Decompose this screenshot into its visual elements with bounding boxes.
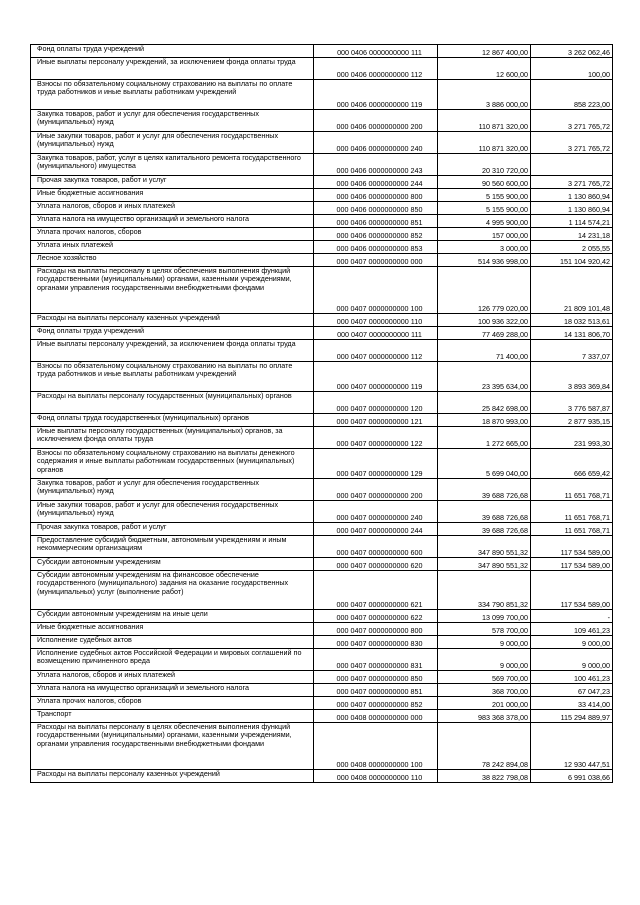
row-code: 000 0407 0000000000 620 <box>314 558 438 571</box>
row-code: 000 0406 0000000000 853 <box>314 241 438 254</box>
row-code: 000 0407 0000000000 830 <box>314 636 438 649</box>
row-executed-amount: 3 262 062,46 <box>531 45 613 58</box>
row-name: Транспорт <box>31 710 314 723</box>
row-name: Уплата иных платежей <box>31 241 314 254</box>
row-approved-amount: 78 242 894,08 <box>438 723 531 770</box>
row-code: 000 0407 0000000000 240 <box>314 501 438 523</box>
row-code: 000 0407 0000000000 119 <box>314 362 438 392</box>
row-name: Субсидии автономным учреждениям на иные цели <box>31 610 314 623</box>
row-approved-amount: 569 700,00 <box>438 671 531 684</box>
row-name: Фонд оплаты труда учреждений <box>31 45 314 58</box>
row-executed-amount: 1 130 860,94 <box>531 202 613 215</box>
row-code: 000 0407 0000000000 622 <box>314 610 438 623</box>
row-code: 000 0407 0000000000 852 <box>314 697 438 710</box>
row-executed-amount: 2 877 935,15 <box>531 414 613 427</box>
row-executed-amount: 100,00 <box>531 58 613 80</box>
row-approved-amount: 5 155 900,00 <box>438 189 531 202</box>
row-name: Лесное хозяйство <box>31 254 314 267</box>
table-row <box>31 649 613 671</box>
row-name: Предоставление субсидий бюджетным, автономным учреждениям и иным некоммерческим организациям <box>31 536 314 558</box>
row-approved-amount: 90 560 600,00 <box>438 176 531 189</box>
row-code: 000 0407 0000000000 111 <box>314 327 438 340</box>
row-executed-amount: 666 659,42 <box>531 449 613 479</box>
row-name: Иные выплаты персоналу учреждений, за исключением фонда оплаты труда <box>31 58 314 80</box>
row-name: Расходы на выплаты персоналу государственных (муниципальных) органов <box>31 392 314 414</box>
row-name: Взносы по обязательному социальному страхованию на выплаты денежного содержания и иные выплаты работникам государственных (муниципальных) органов <box>31 449 314 479</box>
table-row <box>31 189 613 202</box>
row-executed-amount: 2 055,55 <box>531 241 613 254</box>
row-approved-amount: 5 699 040,00 <box>438 449 531 479</box>
table-row <box>31 610 613 623</box>
row-executed-amount: 1 130 860,94 <box>531 189 613 202</box>
budget-table-page <box>30 44 612 783</box>
row-approved-amount: 38 822 798,08 <box>438 770 531 783</box>
row-code: 000 0407 0000000000 200 <box>314 479 438 501</box>
row-name: Взносы по обязательному социальному страхованию на выплаты по оплате труда работников и иные выплаты работникам учреждений <box>31 362 314 392</box>
row-executed-amount: 9 000,00 <box>531 649 613 671</box>
table-row <box>31 215 613 228</box>
row-code: 000 0407 0000000000 244 <box>314 523 438 536</box>
table-row <box>31 58 613 80</box>
row-code: 000 0406 0000000000 240 <box>314 132 438 154</box>
row-code: 000 0407 0000000000 850 <box>314 671 438 684</box>
row-executed-amount: 3 893 369,84 <box>531 362 613 392</box>
row-code: 000 0406 0000000000 243 <box>314 154 438 176</box>
table-row <box>31 202 613 215</box>
row-approved-amount: 100 936 322,00 <box>438 314 531 327</box>
table-row <box>31 479 613 501</box>
row-approved-amount: 9 000,00 <box>438 636 531 649</box>
row-name: Расходы на выплаты персоналу в целях обеспечения выполнения функций государственными (муниципальными) органами, казенными учреждениями, органами управления государственными внебюджетными фондами <box>31 267 314 314</box>
row-code: 000 0408 0000000000 100 <box>314 723 438 770</box>
row-executed-amount: 21 809 101,48 <box>531 267 613 314</box>
row-name: Фонд оплаты труда учреждений <box>31 327 314 340</box>
row-code: 000 0407 0000000000 129 <box>314 449 438 479</box>
row-code: 000 0406 0000000000 800 <box>314 189 438 202</box>
table-row <box>31 723 613 770</box>
row-name: Уплата прочих налогов, сборов <box>31 697 314 710</box>
row-code: 000 0407 0000000000 831 <box>314 649 438 671</box>
table-row <box>31 449 613 479</box>
table-row <box>31 228 613 241</box>
table-row <box>31 770 613 783</box>
table-row <box>31 267 613 314</box>
row-approved-amount: 201 000,00 <box>438 697 531 710</box>
row-name: Уплата прочих налогов, сборов <box>31 228 314 241</box>
table-row <box>31 414 613 427</box>
row-approved-amount: 368 700,00 <box>438 684 531 697</box>
row-approved-amount: 39 688 726,68 <box>438 479 531 501</box>
row-approved-amount: 12 600,00 <box>438 58 531 80</box>
row-code: 000 0407 0000000000 851 <box>314 684 438 697</box>
row-code: 000 0406 0000000000 119 <box>314 80 438 110</box>
row-executed-amount: 109 461,23 <box>531 623 613 636</box>
table-row <box>31 132 613 154</box>
row-name: Уплата налогов, сборов и иных платежей <box>31 671 314 684</box>
row-approved-amount: 25 842 698,00 <box>438 392 531 414</box>
table-row <box>31 571 613 610</box>
table-row <box>31 636 613 649</box>
row-code: 000 0408 0000000000 110 <box>314 770 438 783</box>
row-executed-amount: 9 000,00 <box>531 636 613 649</box>
table-row <box>31 558 613 571</box>
row-approved-amount: 157 000,00 <box>438 228 531 241</box>
row-code: 000 0407 0000000000 621 <box>314 571 438 610</box>
row-approved-amount: 18 870 993,00 <box>438 414 531 427</box>
row-executed-amount: 11 651 768,71 <box>531 501 613 523</box>
row-name: Закупка товаров, работ, услуг в целях капитального ремонта государственного (муниципального) имущества <box>31 154 314 176</box>
row-code: 000 0407 0000000000 110 <box>314 314 438 327</box>
row-approved-amount: 12 867 400,00 <box>438 45 531 58</box>
row-code: 000 0407 0000000000 122 <box>314 427 438 449</box>
row-name: Иные бюджетные ассигнования <box>31 623 314 636</box>
row-approved-amount: 4 995 900,00 <box>438 215 531 228</box>
row-name: Исполнение судебных актов <box>31 636 314 649</box>
row-executed-amount: 117 534 589,00 <box>531 536 613 558</box>
table-row <box>31 697 613 710</box>
row-code: 000 0407 0000000000 000 <box>314 254 438 267</box>
table-row <box>31 327 613 340</box>
row-executed-amount: 3 271 765,72 <box>531 110 613 132</box>
table-row <box>31 671 613 684</box>
row-name: Закупка товаров, работ и услуг для обеспечения государственных (муниципальных) нужд <box>31 110 314 132</box>
row-approved-amount: 3 886 000,00 <box>438 80 531 110</box>
row-approved-amount: 126 779 020,00 <box>438 267 531 314</box>
row-code: 000 0408 0000000000 000 <box>314 710 438 723</box>
row-executed-amount: 33 414,00 <box>531 697 613 710</box>
row-approved-amount: 110 871 320,00 <box>438 110 531 132</box>
row-name: Уплата налога на имущество организаций и земельного налога <box>31 684 314 697</box>
row-name: Расходы на выплаты персоналу казенных учреждений <box>31 770 314 783</box>
row-name: Субсидии автономным учреждениям на финансовое обеспечение государственного (муниципального) задания на оказание государственных (муниципальных) услуг (выполнение работ) <box>31 571 314 610</box>
row-name: Взносы по обязательному социальному страхованию на выплаты по оплате труда работников и иные выплаты работникам учреждений <box>31 80 314 110</box>
row-name: Прочая закупка товаров, работ и услуг <box>31 176 314 189</box>
row-executed-amount: 151 104 920,42 <box>531 254 613 267</box>
row-approved-amount: 9 000,00 <box>438 649 531 671</box>
row-approved-amount: 23 395 634,00 <box>438 362 531 392</box>
row-code: 000 0406 0000000000 852 <box>314 228 438 241</box>
table-row <box>31 154 613 176</box>
row-executed-amount: 7 337,07 <box>531 340 613 362</box>
row-executed-amount: 117 534 589,00 <box>531 558 613 571</box>
row-executed-amount: 6 991 038,66 <box>531 770 613 783</box>
row-approved-amount: 347 890 551,32 <box>438 536 531 558</box>
row-code: 000 0407 0000000000 600 <box>314 536 438 558</box>
table-row <box>31 427 613 449</box>
row-code: 000 0406 0000000000 111 <box>314 45 438 58</box>
row-approved-amount: 39 688 726,68 <box>438 501 531 523</box>
table-row <box>31 340 613 362</box>
table-row <box>31 392 613 414</box>
row-approved-amount: 514 936 998,00 <box>438 254 531 267</box>
row-name: Иные закупки товаров, работ и услуг для обеспечения государственных (муниципальных) нужд <box>31 501 314 523</box>
row-code: 000 0406 0000000000 850 <box>314 202 438 215</box>
row-approved-amount: 3 000,00 <box>438 241 531 254</box>
row-executed-amount: 18 032 513,61 <box>531 314 613 327</box>
row-executed-amount: 14 131 806,70 <box>531 327 613 340</box>
row-name: Расходы на выплаты персоналу казенных учреждений <box>31 314 314 327</box>
row-executed-amount: - <box>531 610 613 623</box>
table-row <box>31 241 613 254</box>
table-row <box>31 523 613 536</box>
row-executed-amount: 3 776 587,87 <box>531 392 613 414</box>
row-name: Субсидии автономным учреждениям <box>31 558 314 571</box>
row-name: Уплата налога на имущество организаций и земельного налога <box>31 215 314 228</box>
table-row <box>31 536 613 558</box>
row-code: 000 0407 0000000000 112 <box>314 340 438 362</box>
row-name: Прочая закупка товаров, работ и услуг <box>31 523 314 536</box>
row-executed-amount: 3 271 765,72 <box>531 132 613 154</box>
row-executed-amount: 14 231,18 <box>531 228 613 241</box>
table-row <box>31 176 613 189</box>
row-executed-amount: 67 047,23 <box>531 684 613 697</box>
budget-table-body <box>31 45 613 783</box>
row-executed-amount <box>531 154 613 176</box>
row-approved-amount: 20 310 720,00 <box>438 154 531 176</box>
row-executed-amount: 11 651 768,71 <box>531 523 613 536</box>
table-row <box>31 710 613 723</box>
row-name: Иные закупки товаров, работ и услуг для обеспечения государственных (муниципальных) нужд <box>31 132 314 154</box>
row-approved-amount: 5 155 900,00 <box>438 202 531 215</box>
table-row <box>31 362 613 392</box>
row-name: Иные выплаты персоналу государственных (муниципальных) органов, за исключением фонда оплаты труда <box>31 427 314 449</box>
row-name: Иные выплаты персоналу учреждений, за исключением фонда оплаты труда <box>31 340 314 362</box>
row-approved-amount: 1 272 665,00 <box>438 427 531 449</box>
row-executed-amount: 3 271 765,72 <box>531 176 613 189</box>
row-executed-amount: 231 993,30 <box>531 427 613 449</box>
row-name: Фонд оплаты труда государственных (муниципальных) органов <box>31 414 314 427</box>
row-executed-amount: 11 651 768,71 <box>531 479 613 501</box>
row-code: 000 0406 0000000000 851 <box>314 215 438 228</box>
row-code: 000 0406 0000000000 112 <box>314 58 438 80</box>
row-approved-amount: 77 469 288,00 <box>438 327 531 340</box>
row-executed-amount: 858 223,00 <box>531 80 613 110</box>
row-approved-amount: 347 890 551,32 <box>438 558 531 571</box>
row-approved-amount: 13 099 700,00 <box>438 610 531 623</box>
table-row <box>31 684 613 697</box>
row-executed-amount: 1 114 574,21 <box>531 215 613 228</box>
table-row <box>31 623 613 636</box>
row-code: 000 0406 0000000000 244 <box>314 176 438 189</box>
row-name: Расходы на выплаты персоналу в целях обеспечения выполнения функций государственными (муниципальными) органами, казенными учреждениями, органами управления государственными внебюджетными фондами <box>31 723 314 770</box>
row-code: 000 0406 0000000000 200 <box>314 110 438 132</box>
budget-table <box>30 44 613 783</box>
row-name: Исполнение судебных актов Российской Федерации и мировых соглашений по возмещению причиненного вреда <box>31 649 314 671</box>
row-approved-amount: 110 871 320,00 <box>438 132 531 154</box>
row-approved-amount: 39 688 726,68 <box>438 523 531 536</box>
row-code: 000 0407 0000000000 121 <box>314 414 438 427</box>
row-approved-amount: 71 400,00 <box>438 340 531 362</box>
table-row <box>31 501 613 523</box>
row-approved-amount: 334 790 851,32 <box>438 571 531 610</box>
row-executed-amount: 115 294 889,97 <box>531 710 613 723</box>
row-name: Иные бюджетные ассигнования <box>31 189 314 202</box>
row-executed-amount: 12 930 447,51 <box>531 723 613 770</box>
row-approved-amount: 983 368 378,00 <box>438 710 531 723</box>
table-row <box>31 80 613 110</box>
table-row <box>31 254 613 267</box>
table-row <box>31 314 613 327</box>
row-executed-amount: 117 534 589,00 <box>531 571 613 610</box>
table-row <box>31 45 613 58</box>
row-approved-amount: 578 700,00 <box>438 623 531 636</box>
row-name: Закупка товаров, работ и услуг для обеспечения государственных (муниципальных) нужд <box>31 479 314 501</box>
row-code: 000 0407 0000000000 800 <box>314 623 438 636</box>
row-name: Уплата налогов, сборов и иных платежей <box>31 202 314 215</box>
table-row <box>31 110 613 132</box>
row-executed-amount: 100 461,23 <box>531 671 613 684</box>
row-code: 000 0407 0000000000 100 <box>314 267 438 314</box>
row-code: 000 0407 0000000000 120 <box>314 392 438 414</box>
